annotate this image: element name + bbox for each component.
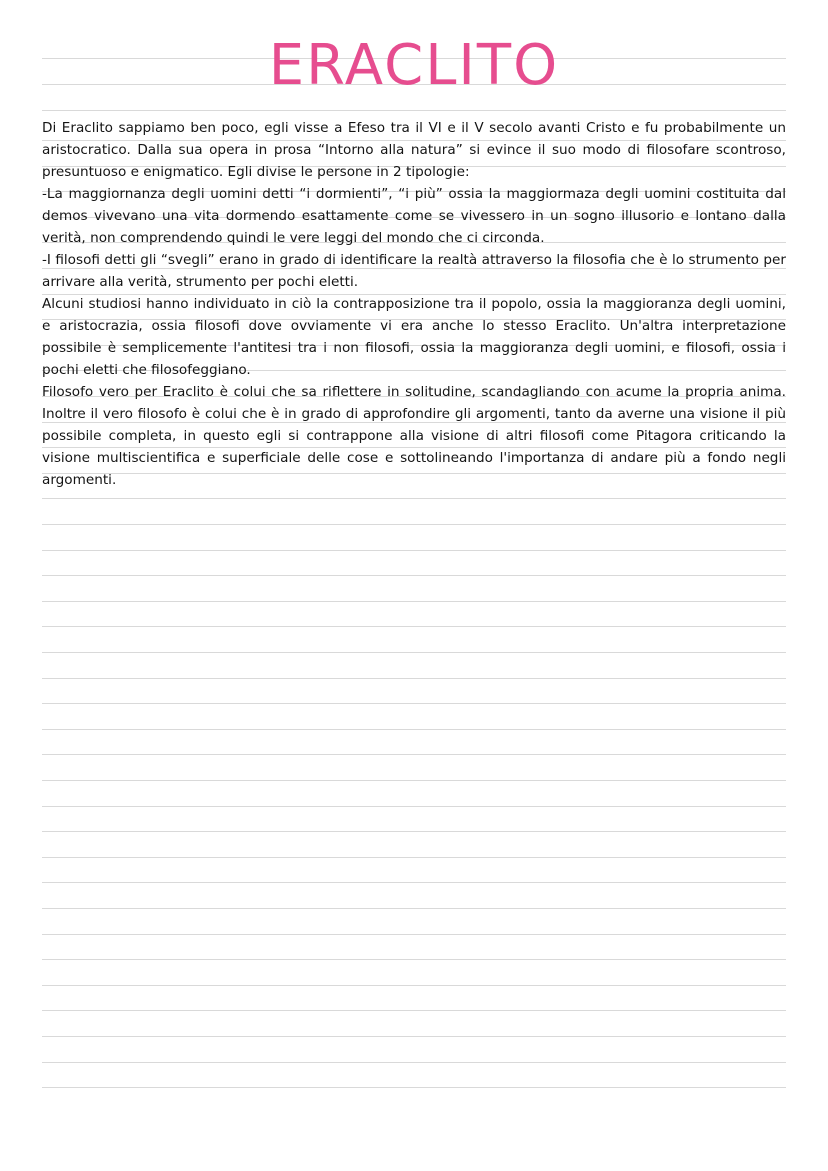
ruled-line — [42, 678, 786, 679]
ruled-line — [42, 857, 786, 858]
page-title: ERACLITO — [268, 33, 560, 98]
ruled-line — [42, 652, 786, 653]
ruled-line — [42, 110, 786, 111]
paragraph-filosofo-vero: Filosofo vero per Eraclito è colui che sa riflettere in solitudine, scandagliando con acume la propria anima. Inoltre il vero filosofo è colui che è in grado di approfondire gli argomenti, tanto da averne una visione il più possibile completa, in questo egli si contrappone alla visione di altri filosofi come Pitagora criticando la visione multiscientifica e superficiale delle cose e sottolineando l'importanza di andare più a fondo negli argomenti. — [42, 384, 786, 488]
ruled-line — [42, 959, 786, 960]
ruled-line — [42, 806, 786, 807]
ruled-line — [42, 754, 786, 755]
document-body — [42, 117, 786, 491]
paragraph-interpretazioni: Alcuni studiosi hanno individuato in ciò la contrapposizione tra il popolo, ossia la maggioranza degli uomini, e aristocrazia, ossia filosofi dove ovviamente vi era anche lo stesso Eraclito. Un'altra interpretazione possibile è semplicemente l'antitesi tra i non filosofi, ossia la maggioranza degli uomini, e filosofi, ossia i pochi eletti che filosofeggiano. — [42, 296, 786, 378]
ruled-line — [42, 575, 786, 576]
ruled-line — [42, 934, 786, 935]
ruled-line — [42, 882, 786, 883]
ruled-line — [42, 601, 786, 602]
ruled-line — [42, 831, 786, 832]
ruled-line — [42, 780, 786, 781]
ruled-line — [42, 498, 786, 499]
ruled-line — [42, 729, 786, 730]
ruled-line — [42, 985, 786, 986]
ruled-line — [42, 703, 786, 704]
ruled-line — [42, 1087, 786, 1088]
ruled-line — [42, 626, 786, 627]
ruled-line — [42, 1062, 786, 1063]
paragraph-intro: Di Eraclito sappiamo ben poco, egli visse a Efeso tra il VI e il V secolo avanti Cristo e fu probabilmente un aristocratico. Dalla sua opera in prosa “Intorno alla natura” si evince il suo modo di filosofare scontroso, presuntuoso e enigmatico. Egli divise le persone in 2 tipologie: — [42, 120, 786, 180]
paragraph-svegli: -I filosofi detti gli “svegli” erano in grado di identificare la realtà attraverso la filosofia che è lo strumento per arrivare alla verità, strumento per pochi eletti. — [42, 252, 786, 290]
paragraph-dormienti: -La maggiornanza degli uomini detti “i dormienti”, “i più” ossia la maggiormaza degli uomini costituita dal demos vivevano una vita dormendo esattamente come se vivessero in un sogno illusorio e lontano dalla verità, non comprendendo quindi le vere leggi del mondo che ci circonda. — [42, 186, 786, 246]
ruled-line — [42, 524, 786, 525]
ruled-line — [42, 550, 786, 551]
ruled-line — [42, 1010, 786, 1011]
ruled-line — [42, 908, 786, 909]
ruled-line — [42, 1036, 786, 1037]
